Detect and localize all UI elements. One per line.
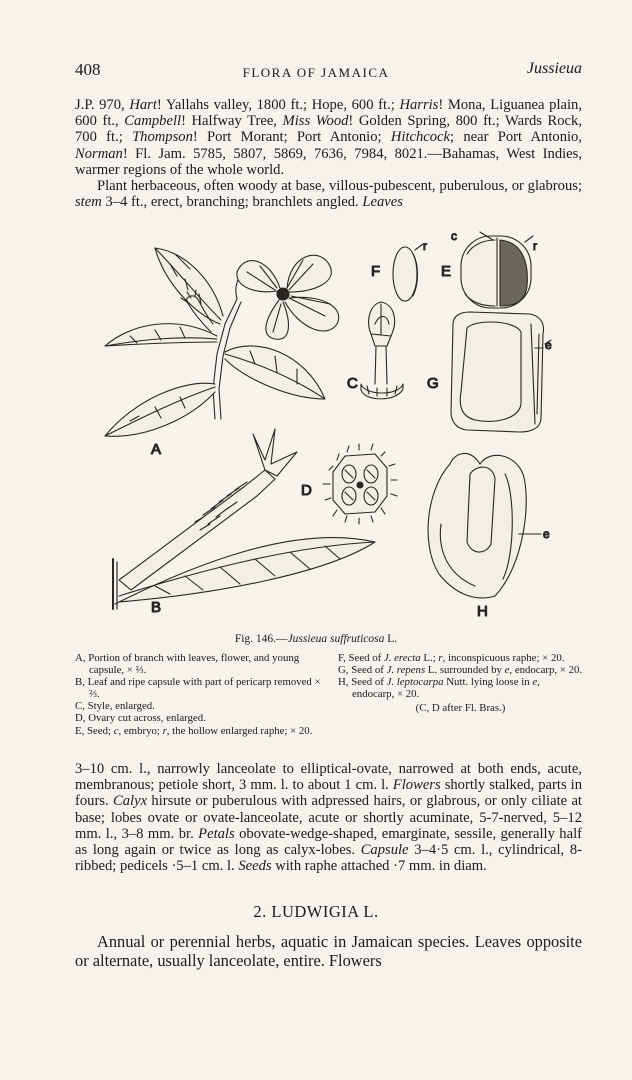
text-run: G, Seed of: [338, 664, 387, 677]
figure-a-branch-illustration: [105, 248, 339, 436]
legend-source-note: (C, D after Fl. Bras.): [415, 702, 506, 715]
text-run: 3–4·5 cm. l., cylindrical, 8-ribbed; pedicels ·5–1 cm. l.: [75, 842, 582, 875]
figure-label-raphe-e: r: [533, 239, 537, 253]
running-title: FLORA OF JAMAICA: [242, 65, 390, 80]
legend-item: [75, 725, 323, 737]
figure-label-h: H: [477, 603, 488, 620]
species-description: [75, 761, 582, 874]
italic-run: Thompson: [132, 129, 193, 146]
italic-run: Hitchcock: [390, 129, 451, 146]
caption-suffix: L.: [384, 633, 398, 645]
text-run: , endocarp, × 20.: [509, 664, 583, 677]
italic-run: J. repens: [386, 664, 426, 677]
text-run: ! Golden Spring, 800 ft.; Wards Rock, 700 ft.;: [75, 113, 582, 146]
italic-run: Norman: [75, 145, 123, 162]
description-intro-paragraph: [75, 178, 582, 210]
top-text: [75, 97, 582, 210]
italic-run: r: [162, 724, 167, 737]
figure-label-c: C: [347, 375, 358, 392]
legend-right-column: [338, 652, 583, 714]
text-run: 3–4 ft., erect, branching; branchlets angled.: [101, 194, 363, 211]
italic-run: Campbell: [124, 113, 182, 130]
italic-run: Harris: [399, 97, 439, 113]
text-run: 3–10 cm. l., narrowly lanceolate to elliptical-ovate, narrowed at both ends, acute, membranous; petiole short, 3 mm. l. to about 1 cm. l.: [75, 761, 582, 794]
figure-label-d: D: [301, 482, 312, 499]
italic-run: stem: [75, 194, 102, 211]
text-run: L. surrounded by: [425, 664, 505, 677]
italic-run: Leaves: [362, 194, 403, 211]
locality-paragraph: [75, 97, 582, 178]
italic-run: e: [504, 664, 510, 677]
italic-run: Capsule: [360, 842, 409, 859]
italic-run: c: [113, 724, 119, 737]
text-run: ! Yallahs valley, 1800 ft.; Hope, 600 ft.;: [156, 97, 400, 113]
figure-e-seed-illustration: [461, 232, 533, 308]
figure-label-g: G: [427, 375, 439, 392]
legend-item: [338, 652, 583, 664]
text-run: , endocarp, × 20.: [352, 676, 540, 701]
figure-caption: [0, 633, 632, 645]
legend-left-column: [75, 652, 323, 737]
text-run: B, Leaf and ripe capsule with part of pericarp removed × ⅔.: [75, 676, 321, 701]
figure-label-e: E: [441, 263, 452, 280]
legend-item: [338, 676, 583, 700]
figure-label-raphe-f: r: [423, 239, 427, 253]
italic-run: J. leptocarpa: [386, 676, 444, 689]
italic-run: e: [532, 676, 538, 689]
running-genus: Jussieua: [526, 60, 582, 77]
text-run: C, Style, enlarged.: [75, 700, 155, 713]
figure-d-ovary-illustration: [323, 444, 397, 524]
text-run: Plant herbaceous, often woody at base, villous-pubescent, puberulous, or glabrous;: [97, 178, 582, 195]
legend-item: [75, 712, 323, 724]
figure-label-endocarp-h: e: [543, 527, 550, 541]
text-run: , the hollow enlarged raphe; × 20.: [166, 724, 313, 737]
figure-f-seed-illustration: [393, 244, 423, 301]
figure-g-seed-illustration: [451, 312, 551, 432]
caption-species: Jussieua suffruticosa: [287, 633, 385, 645]
legend-item: [75, 652, 323, 676]
botanical-figure: [75, 224, 582, 624]
text-run: L.;: [420, 652, 439, 664]
figure-label-endocarp-g: e: [545, 338, 552, 352]
figure-h-seed-illustration: [428, 453, 526, 598]
text-run: A, Portion of branch with leaves, flower, and young capsule, × ⅔.: [75, 652, 300, 677]
text-run: obovate-wedge-shaped, emarginate, sessile, generally half as long again or twice as long as calyx-lobes.: [75, 825, 582, 859]
text-run: , embryo;: [118, 724, 163, 737]
italic-run: Calyx: [113, 793, 148, 810]
text-run: H, Seed of: [338, 676, 387, 689]
text-run: J.P. 970,: [75, 97, 130, 113]
italic-run: Seeds: [238, 858, 272, 875]
caption-prefix: Fig. 146.—: [234, 633, 288, 645]
italic-run: Petals: [198, 825, 235, 842]
page-number: 408: [75, 60, 101, 79]
italic-run: Miss Wood: [282, 113, 349, 130]
text-run: F, Seed of: [338, 652, 384, 664]
genus-heading: 2. LUDWIGIA L.: [253, 902, 379, 921]
italic-run: r: [438, 652, 443, 664]
text-run: , inconspicuous raphe; × 20.: [442, 652, 565, 664]
text-run: ! Halfway Tree,: [181, 113, 283, 130]
text-run: shortly stalked, parts in fours.: [75, 777, 582, 810]
italic-run: J. erecta: [383, 652, 421, 664]
text-run: with raphe attached ·7 mm. in diam.: [271, 858, 487, 875]
figure-label-b: B: [151, 599, 162, 616]
text-run: ! Port Morant; Port Antonio;: [192, 129, 391, 146]
text-run: ! Fl. Jam. 5785, 5807, 5869, 7636, 7984, 8021.—Bahamas, West Indies, warmer regions of the whole world.: [75, 145, 582, 178]
text-run: D, Ovary cut across, enlarged.: [75, 712, 206, 725]
legend-item: [338, 664, 583, 676]
figure-label-a: A: [151, 441, 162, 458]
text-run: E, Seed;: [75, 724, 114, 737]
text-run: ! Mona, Liguanea plain, 600 ft.,: [75, 97, 582, 130]
text-run: Nutt. lying loose in: [443, 676, 533, 689]
figure-label-embryo-c: c: [451, 229, 457, 243]
text-run: ; near Port Antonio,: [450, 129, 582, 146]
italic-run: Flowers: [392, 777, 441, 794]
italic-run: Hart: [129, 97, 157, 113]
legend-item: [75, 700, 323, 712]
genus-description: Annual or perennial herbs, aquatic in Jamaican species. Leaves opposite or alternate, usually lanceolate, entire. Flowers: [75, 932, 582, 970]
figure-label-f: F: [371, 263, 381, 280]
figure-c-style-illustration: [361, 302, 403, 399]
text-run: hirsute or puberulous with adpressed hairs, or glabrous, or only ciliate at base; lobes ovate or ovate-lanceolate, acute or shortly acuminate, 5-7-nerved, 5–12 mm. l., 3–8 mm. br.: [75, 793, 582, 842]
legend-item: [75, 676, 323, 700]
